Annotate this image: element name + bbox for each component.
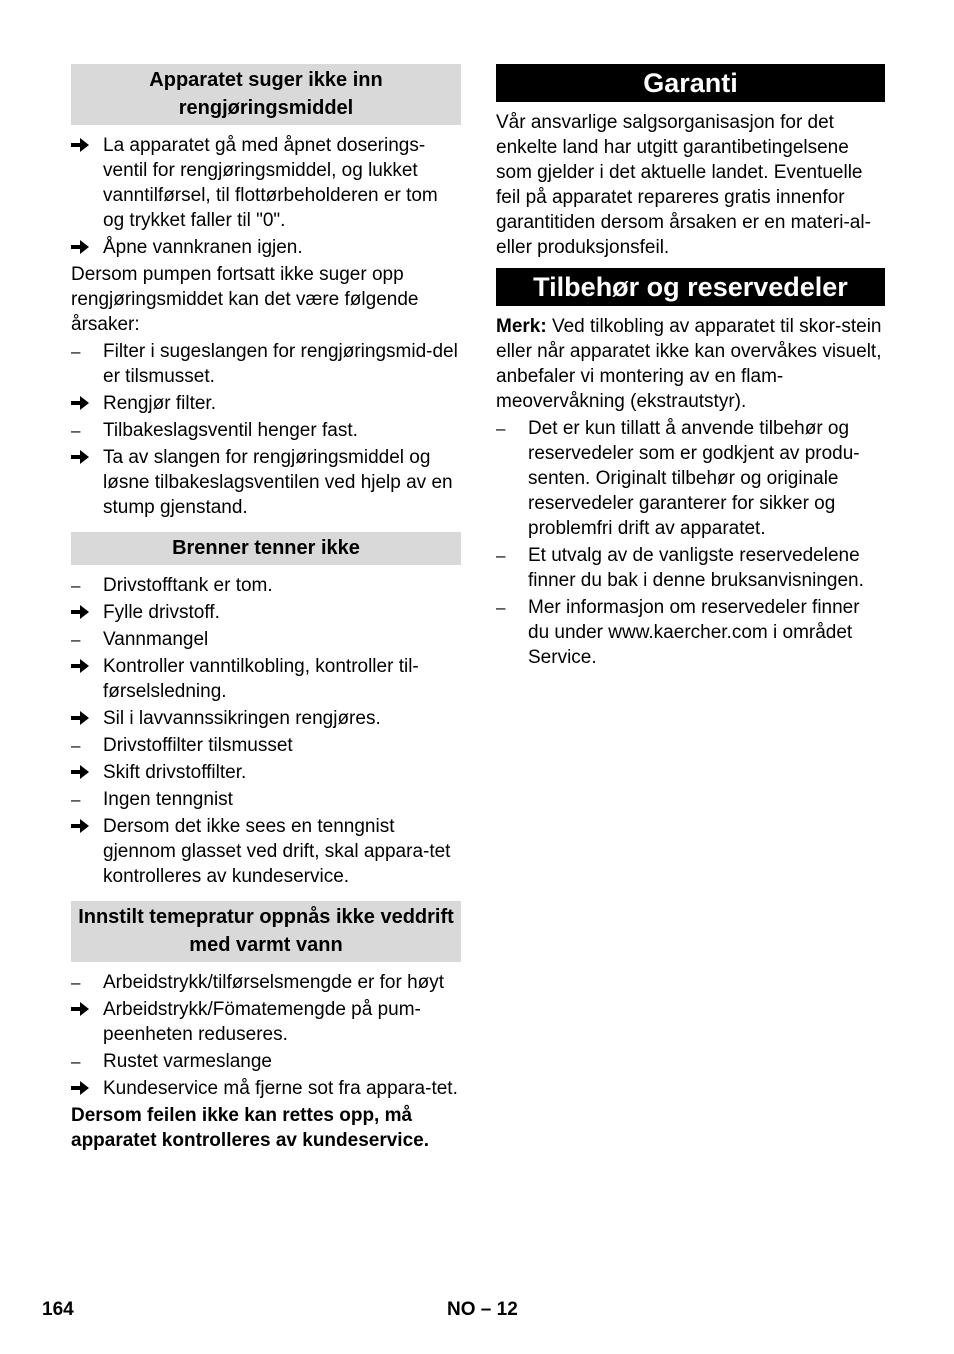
dash-bullet-icon: – (71, 630, 81, 649)
action-item (71, 600, 461, 625)
list-no-suction-a (71, 133, 461, 260)
section-heading-burner: Brenner tenner ikke (71, 532, 461, 565)
arrow-right-icon (71, 654, 99, 673)
garanti-text: Vår ansvarlige salgsorganisasjon for det enkelte land har utgitt garantibetingelsene som gjelder i det aktuelle landet. Eventuelle feil på apparatet repareres gratis innenfor garantitiden dersom årsaken er en materi-al- eller produksjonsfeil. (496, 112, 871, 258)
action-item (71, 760, 461, 785)
cause-item (71, 733, 461, 758)
note-label: Merk: (496, 316, 547, 337)
list-item-text: Drivstoffilter tilsmusset (103, 735, 293, 756)
cause-item (496, 416, 885, 541)
action-item (71, 814, 461, 889)
note-paragraph (496, 314, 885, 414)
list-item-text: La apparatet gå med åpnet doserings-ventil for rengjøringsmiddel, og lukket vanntilførsel, til flottørbeholderen er tom og trykket faller til "0". (103, 135, 438, 231)
list-item-text: Vannmangel (103, 629, 209, 650)
section-heading-no-suction: Apparatet suger ikke inn rengjøringsmiddel (71, 64, 461, 125)
cause-item (71, 418, 461, 443)
dash-bullet-icon: – (71, 1052, 81, 1071)
dash-bullet-icon: – (71, 790, 81, 809)
action-item (71, 997, 461, 1047)
action-item (71, 133, 461, 233)
right-column (496, 64, 885, 672)
heading-garanti: Garanti (496, 64, 885, 102)
cause-item (496, 543, 885, 593)
action-item (71, 654, 461, 704)
dash-bullet-icon: – (71, 736, 81, 755)
list-item-text: Fylle drivstoff. (103, 602, 220, 623)
list-item-text: Rustet varmeslange (103, 1051, 272, 1072)
list-accessories (496, 416, 885, 670)
paragraph-causes: Dersom pumpen fortsatt ikke suger opp rengjøringsmiddet kan det være følgende årsaker: (71, 264, 419, 335)
arrow-right-icon (71, 760, 99, 779)
arrow-right-icon (71, 814, 99, 833)
cause-item (496, 595, 885, 670)
cause-item (71, 339, 461, 389)
dash-bullet-icon: – (496, 598, 506, 617)
list-item-text: Arbeidstrykk/Fömatemengde på pum-peenheten reduseres. (103, 999, 421, 1045)
list-temperature (71, 970, 461, 1101)
section-page-label: NO – 12 (447, 1299, 518, 1320)
arrow-right-icon (71, 133, 99, 152)
cause-item (71, 970, 461, 995)
dash-bullet-icon: – (71, 973, 81, 992)
list-item-text: Rengjør filter. (103, 393, 216, 414)
heading-accessories: Tilbehør og reservedeler (496, 268, 885, 306)
arrow-right-icon (71, 706, 99, 725)
dash-bullet-icon: – (496, 546, 506, 565)
list-item-text: Skift drivstoffilter. (103, 762, 247, 783)
list-item-text: Ta av slangen for rengjøringsmiddel og løsne tilbakeslagsventilen ved hjelp av en stump gjenstand. (103, 447, 453, 518)
list-item-text: Et utvalg av de vanligste reservedelene finner du bak i denne bruksanvisningen. (528, 545, 864, 591)
section-heading-temperature: Innstilt temepratur oppnås ikke veddrift med varmt vann (71, 901, 461, 962)
list-no-suction-b (71, 339, 461, 520)
arrow-right-icon (71, 445, 99, 464)
action-item (71, 445, 461, 520)
arrow-right-icon (71, 600, 99, 619)
action-item (71, 391, 461, 416)
arrow-right-icon (71, 391, 99, 410)
action-item (71, 1076, 461, 1101)
cause-item (71, 627, 461, 652)
list-item-text: Det er kun tillatt å anvende tilbehør og reservedeler som er godkjent av produ-senten. Originalt tilbehør og originale reservedeler garanterer for sikker og problemfri drift av apparatet. (528, 418, 860, 539)
arrow-right-icon (71, 997, 99, 1016)
page-number: 164 (42, 1299, 74, 1320)
list-item-text: Tilbakeslagsventil henger fast. (103, 420, 358, 441)
closing-note: Dersom feilen ikke kan rettes opp, må apparatet kontrolleres av kundeservice. (71, 1105, 429, 1151)
list-item-text: Drivstofftank er tom. (103, 575, 273, 596)
list-item-text: Dersom det ikke sees en tenngnist gjennom glasset ved drift, skal appara-tet kontrolleres av kundeservice. (103, 816, 451, 887)
dash-bullet-icon: – (71, 342, 81, 361)
list-item-text: Arbeidstrykk/tilførselsmengde er for høyt (103, 972, 445, 993)
left-column (71, 64, 461, 1155)
arrow-right-icon (71, 235, 99, 254)
list-item-text: Filter i sugeslangen for rengjøringsmid-del er tilsmusset. (103, 341, 458, 387)
list-item-text: Kundeservice må fjerne sot fra appara-tet. (103, 1078, 458, 1099)
list-item-text: Sil i lavvannssikringen rengjøres. (103, 708, 381, 729)
action-item (71, 235, 461, 260)
list-item-text: Ingen tenngnist (103, 789, 233, 810)
dash-bullet-icon: – (496, 419, 506, 438)
list-item-text: Mer informasjon om reservedeler finner du under www.kaercher.com i området Service. (528, 597, 860, 668)
arrow-right-icon (71, 1076, 99, 1095)
note-text: Ved tilkobling av apparatet til skor-stein eller når apparatet ikke kan overvåkes visuelt, anbefaler vi montering av en flam-meovervåkning (ekstrautstyr). (496, 316, 882, 412)
action-item (71, 706, 461, 731)
dash-bullet-icon: – (71, 576, 81, 595)
cause-item (71, 1049, 461, 1074)
cause-item (71, 787, 461, 812)
list-burner (71, 573, 461, 889)
cause-item (71, 573, 461, 598)
dash-bullet-icon: – (71, 421, 81, 440)
list-item-text: Kontroller vanntilkobling, kontroller til-førselsledning. (103, 656, 419, 702)
list-item-text: Åpne vannkranen igjen. (103, 237, 303, 258)
